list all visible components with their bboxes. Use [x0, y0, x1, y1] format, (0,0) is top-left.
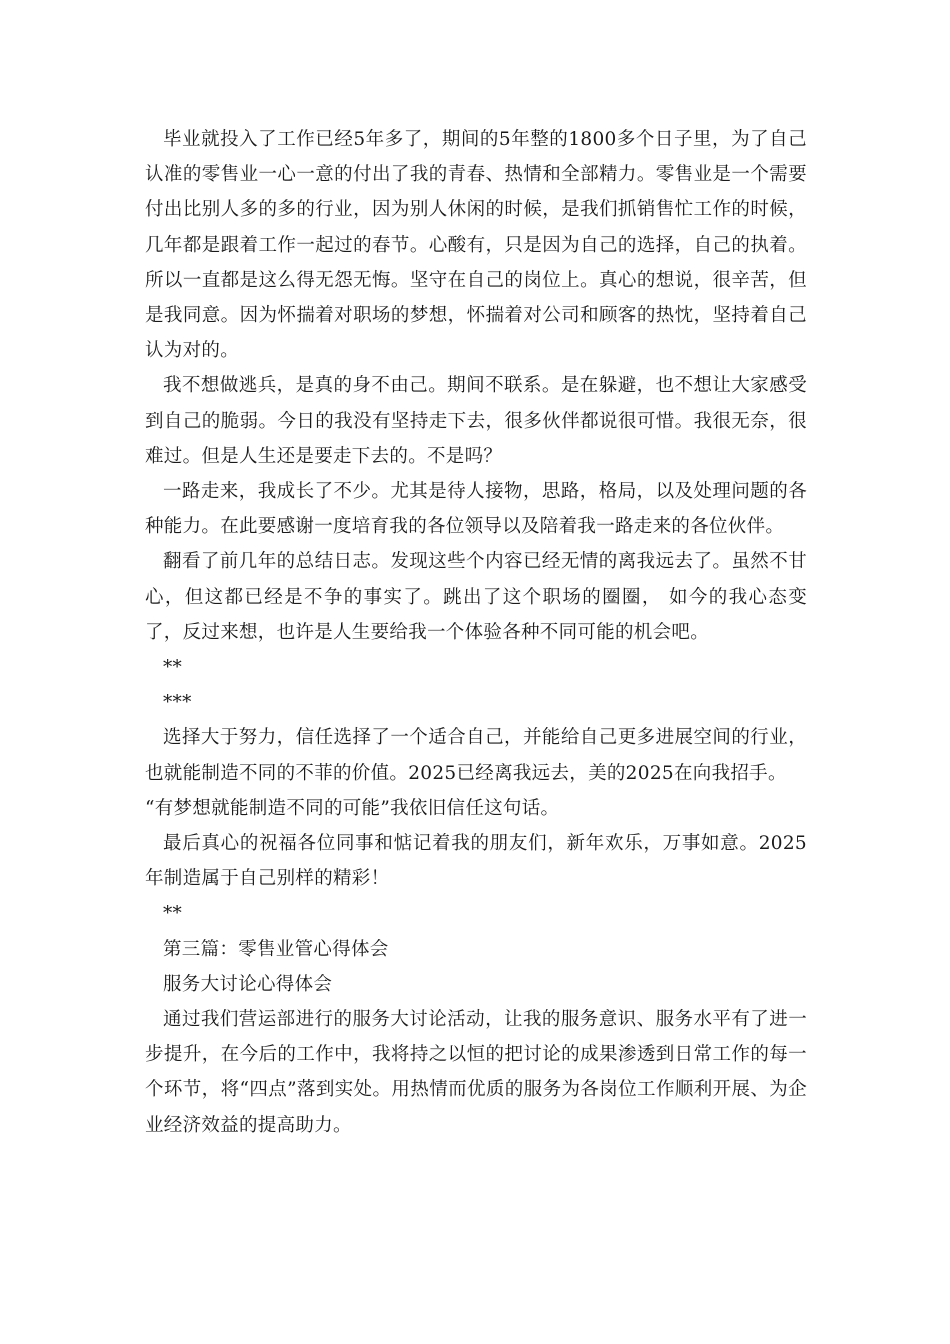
- paragraph-blessing: 最后真心的祝福各位同事和惦记着我的朋友们，新年欢乐，万事如意。2025年制造属于自己别样的精彩！: [145, 833, 807, 890]
- paragraph-leaving: 我不想做逃兵，是真的身不由己。期间不联系。是在躲避，也不想让大家感受到自己的脆弱。今日的我没有坚持走下去，很多伙伴都说很可惜。我很无奈，很难过。但是人生还是要走下去的。不是吗？: [145, 375, 807, 467]
- paragraph-growth: 一路走来，我成长了不少。尤其是待人接物，思路，格局，以及处理问题的各种能力。在此要感谢一度培育我的各位领导以及陪着我一路走来的各位伙伴。: [145, 481, 807, 538]
- section-subheading: 服务大讨论心得体会: [163, 973, 333, 995]
- separator-triple-asterisk: ***: [163, 692, 192, 714]
- paragraph-service-discussion: 通过我们营运部进行的服务大讨论活动，让我的服务意识、服务水平有了进一步提升，在今后的工作中，我将持之以恒的把讨论的成果渗透到日常工作的每一个环节，将“四点”落到实处。用热情而优质的服务为各岗位工作顺利开展、为企业经济效益的提高助力。: [145, 1009, 807, 1136]
- paragraph-career-reflection: 毕业就投入了工作已经5年多了，期间的5年整的1800多个日子里，为了自己认准的零售业一心一意的付出了我的青春、热情和全部精力。零售业是一个需要付出比别人多的多的行业，因为别人休闲的时候，是我们抓销售忙工作的时候，几年都是跟着工作一起过的春节。心酸有，只是因为自己的选择，自己的执着。所以一直都是这么得无怨无悔。坚守在自己的岗位上。真心的想说，很辛苦，但是我同意。因为怀揣着对职场的梦想，怀揣着对公司和顾客的热忱，坚持着自己认为对的。: [145, 129, 807, 362]
- separator-double-asterisk: **: [163, 657, 183, 679]
- paragraph-choice: 选择大于努力，信任选择了一个适合自己，并能给自己更多进展空间的行业，也就能制造不同的不菲的价值。2025已经离我远去，美的2025在向我招手。: [145, 727, 807, 784]
- separator-double-asterisk-2: **: [163, 903, 183, 925]
- document-body: [145, 122, 807, 1143]
- paragraph-quote: “有梦想就能制造不同的可能”我依旧信任这句话。: [145, 797, 560, 819]
- paragraph-looking-back: 翻看了前几年的总结日志。发现这些个内容已经无情的离我远去了。虽然不甘心，但这都已经是不争的事实了。跳出了这个职场的圈圈， 如今的我心态变了，反过来想，也许是人生要给我一个体验各种不同可能的机会吧。: [145, 551, 807, 643]
- section-heading: 第三篇：零售业管心得体会: [163, 938, 389, 960]
